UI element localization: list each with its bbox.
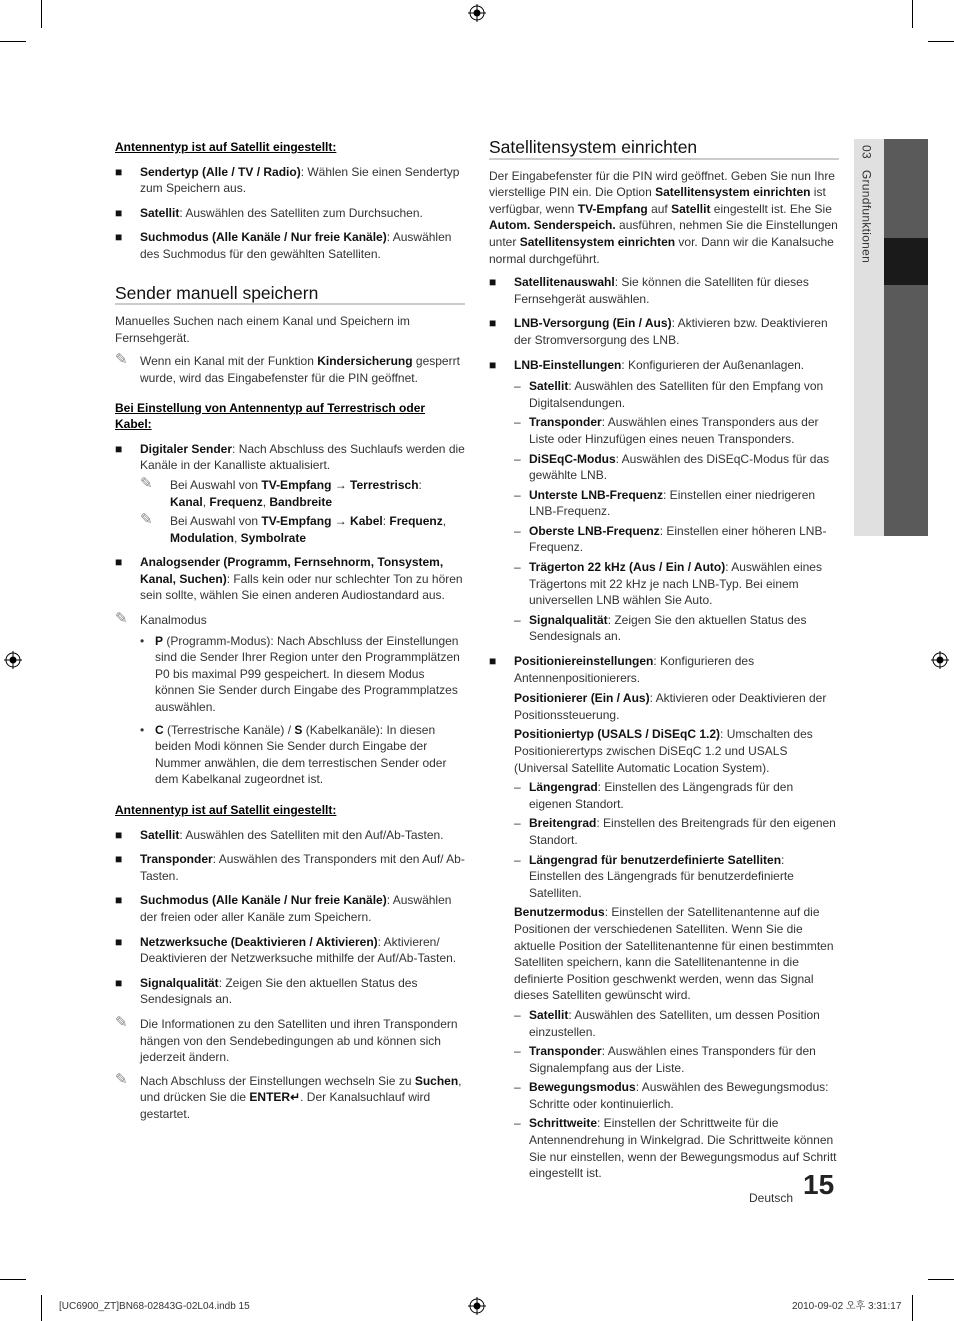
crop-mark [0,41,26,42]
sub-list-item: – Bewegungsmodus: Auswählen des Bewegungsmodus: Schritte oder kontinuierlich. [514,1080,829,1111]
dash-bullet-icon: – [514,780,521,795]
sub-list-item: – Schrittweite: Einstellen der Schrittweite für die Antennendrehung in Winkelgrad. Die Schrittweite können Sie nur einstellen, wenn der Bewegungsmodus auf Schritt eingestellt ist. [514,1116,837,1181]
note-pen-icon: ✎ [115,351,128,369]
list-item: ■ Suchmodus (Alle Kanäle / Nur freie Kanäle): Auswählen des Suchmodus für den gewählten Satelliten. [115,230,452,261]
section-intro: Manuelles Suchen nach einem Kanal und Speichern im Fernsehgerät. [115,314,410,345]
square-bullet-icon: ■ [489,316,497,331]
list-item: ■ Digitaler Sender: Nach Abschluss des Suchlaufs werden die Kanäle in der Kanalliste aktualisiert. [115,441,465,473]
dash-bullet-icon: – [514,523,521,538]
sub-list-item: – Trägerton 22 kHz (Aus / Ein / Auto): Auswählen eines Trägertons mit 22 kHz je nach LNB-Typ. Bei einem universellen LNB wählen Sie Auto. [514,560,822,608]
square-bullet-icon: ■ [115,893,123,908]
paragraph: Positionierer (Ein / Aus): Aktivieren oder Deaktivieren der Positionssteuerung. [514,691,827,722]
dash-bullet-icon: – [514,1007,521,1022]
section-title: Satellitensystem einrichten [489,139,839,160]
list-item: ■ Satellitenauswahl: Sie können die Satelliten für dieses Fernsehgerät auswählen. [489,275,809,306]
sub-list-item: – DiSEqC-Modus: Auswählen des DiSEqC-Modus für das gewählte LNB. [514,451,830,483]
sub-list-item: – Signalqualität: Zeigen Sie den aktuellen Status des Sendesignals an. [514,612,807,644]
crop-mark [41,0,42,28]
dash-bullet-icon: – [514,560,521,575]
satellite-subheading: Antennentyp ist auf Satellit eingestellt: [115,140,337,154]
note-pen-icon: ✎ [140,511,153,529]
dash-bullet-icon: – [514,1116,521,1131]
square-bullet-icon: ■ [489,654,497,669]
square-bullet-icon: ■ [115,852,123,867]
sub-list-item: – Satellit: Auswählen des Satelliten, um dessen Position einzustellen. [514,1007,820,1039]
list-item: ■ Netzwerksuche (Deaktivieren / Aktivieren): Aktivieren/ Deaktivieren der Netzwerksuche mithilfe der Auf/Ab-Tasten. [115,934,457,966]
right-column [489,139,839,1185]
dash-bullet-icon: – [514,379,521,394]
section-intro: Der Eingabefenster für die PIN wird geöffnet. Geben Sie nun Ihre vierstellige PIN ein. Die Option Satellitensystem einrichten ist verfügbar, wenn TV-Empfang auf Satellit eingestellt ist. Ehe Sie Autom. Senderspeich. ausführen, nehmen Sie die Einstellungen unter Satellitensystem einrichten vor. Dann wir die Kanalsuche normal durchgeführt. [489,168,838,266]
dash-bullet-icon: – [514,612,521,627]
sub-list-item: – Transponder: Auswählen eines Transponders für den Signalempfang aus der Liste. [514,1044,816,1075]
sub-list-item: – Oberste LNB-Frequenz: Einstellen einer höheren LNB-Frequenz. [514,523,827,555]
registration-mark-icon [468,4,486,22]
sub-list-item: – Längengrad für benutzerdefinierte Satelliten: Einstellen des Längengrads für benutzerdefinierte Satelliten. [514,852,794,900]
dash-bullet-icon: – [514,487,521,502]
dash-bullet-icon: – [514,451,521,466]
enter-key-icon: ↵ [290,1090,301,1105]
note-pen-icon: ✎ [115,610,128,628]
list-item: ■ LNB-Versorgung (Ein / Aus): Aktivieren bzw. Deaktivieren der Stromversorgung des LNB. [489,316,828,347]
page-number: 15 [803,1169,835,1200]
list-item: • C (Terrestrische Kanäle) / S (Kabelkanäle): In diesen beiden Modi können Sie Sender durch Eingabe der Nummer anwählen, die dem terrestischen Sender oder dem Kabelkanal zugeordnet ist. [140,722,447,787]
sub-list-item: – Längengrad: Einstellen des Längengrads für den eigenen Standort. [514,780,794,811]
list-item: ■ Signalqualität: Zeigen Sie den aktuellen Status des Sendesignals an. [115,975,418,1007]
print-info-left: [UC6900_ZT]BN68-02843G-02L04.indb 15 [59,1301,250,1312]
list-item: • P (Programm-Modus): Nach Abschluss der Einstellungen sind die Sender Ihrer Region unter den Programmplätzen P0 bis maximal P99 gespeichert. In diesem Modus können Sie Sender durch Eingabe des Programmplatzes auswählen. [140,633,460,715]
section-title: Sender manuell speichern [115,285,465,306]
sub-list-item: – Breitengrad: Einstellen des Breitengrads für den eigenen Standort. [514,816,836,847]
dash-bullet-icon: – [514,816,521,831]
crop-mark [0,1279,26,1280]
note-pen-icon: ✎ [115,1070,128,1088]
registration-mark-icon [931,651,949,669]
dash-bullet-icon: – [514,1080,521,1095]
square-bullet-icon: ■ [115,827,123,842]
note-pen-icon: ✎ [140,474,153,492]
list-item: ■ Transponder: Auswählen des Transponders mit den Auf/ Ab-Tasten. [115,852,465,883]
sub-note: ✎ Bei Auswahl von TV-Empfang → Terrestrisch: Kanal, Frequenz, Bandbreite [140,474,422,509]
chapter-label: 03 Grundfunktionen [859,145,874,264]
dot-bullet-icon: • [140,633,145,648]
crop-mark [41,1295,42,1321]
list-item: ■ Sendertyp (Alle / TV / Radio): Wählen Sie einen Sendertyp zum Speichern aus. [115,164,460,196]
sub-note: ✎ Bei Auswahl von TV-Empfang → Kabel: Frequenz, Modulation, Symbolrate [140,511,447,545]
registration-mark-icon [468,1297,486,1315]
sub-list-item: – Satellit: Auswählen des Satelliten für den Empfang von Digitalsendungen. [514,379,824,410]
sub-list-item: – Transponder: Auswählen eines Transponders aus der Liste oder Hinzufügen eines neuen Transponders. [514,415,819,446]
crop-mark [912,0,913,28]
dash-bullet-icon: – [514,1044,521,1059]
chapter-sidebar-strip [884,139,928,536]
footer-language: Deutsch [749,1191,794,1205]
registration-mark-icon [4,651,22,669]
square-bullet-icon: ■ [489,275,497,290]
satellite-subheading: Antennentyp ist auf Satellit eingestellt: [115,803,337,817]
square-bullet-icon: ■ [115,164,123,179]
note: ✎ Kanalmodus [115,610,207,628]
dash-bullet-icon: – [514,415,521,430]
square-bullet-icon: ■ [115,975,123,990]
list-item: ■ Positioniereinstellungen: Konfigurieren des Antennenpositionierers. [489,654,755,685]
note: ✎ Nach Abschluss der Einstellungen wechseln Sie zu Suchen, und drücken Sie die ENTER↵. Der Kanalsuchlauf wird gestartet. [115,1070,462,1121]
list-item: ■ LNB-Einstellungen: Konfigurieren der Außenanlagen. [489,357,805,372]
list-item: ■ Suchmodus (Alle Kanäle / Nur freie Kanäle): Auswählen der freien oder aller Kanäle zum Speichern. [115,893,452,924]
crop-mark [912,1295,913,1321]
square-bullet-icon: ■ [115,441,123,456]
crop-mark [928,1279,954,1280]
list-item: ■ Analogsender (Programm, Fernsehnorm, Tonsystem, Kanal, Suchen): Falls kein oder nur schlechter Ton zu hören sein sollte, wählen Sie einen anderen Audiostandard aus. [115,555,463,603]
square-bullet-icon: ■ [115,934,123,949]
square-bullet-icon: ■ [115,230,123,245]
dot-bullet-icon: • [140,722,145,737]
sub-list-item: – Unterste LNB-Frequenz: Einstellen einer niedrigeren LNB-Frequenz. [514,487,816,519]
square-bullet-icon: ■ [115,205,123,220]
square-bullet-icon: ■ [115,555,123,570]
print-info-right: 2010-09-02 오후 3:31:17 [792,1301,902,1312]
left-column [115,139,465,1130]
list-item: ■ Satellit: Auswählen des Satelliten mit den Auf/Ab-Tasten. [115,827,444,842]
list-item: ■ Satellit: Auswählen des Satelliten zum Durchsuchen. [115,205,423,220]
chapter-tab-marker [884,238,928,285]
paragraph: Benutzermodus: Einstellen der Satellitenantenne auf die Positionen der verschiedenen Satelliten. Wenn Sie die aktuelle Position der Satellitenantenne für einen bestimmten Satelliten speichern, kann die Satellitenantenne in die definierte Position geschwenkt werden, wenn das Signal dieses Satelliten gewünscht wird. [514,905,834,1003]
paragraph: Positioniertyp (USALS / DiSEqC 1.2): Umschalten des Positionierertyps zwischen DiSEqC 1.2 und USALS (Universal Satellite Automatic Location System). [514,727,813,775]
dash-bullet-icon: – [514,852,521,867]
square-bullet-icon: ■ [489,357,497,372]
note-pen-icon: ✎ [115,1013,128,1031]
crop-mark [928,41,954,42]
note: ✎ Die Informationen zu den Satelliten und ihren Transpondern hängen von den Sendebedingungen ab und können sich jederzeit ändern. [115,1013,458,1065]
note: ✎ Wenn ein Kanal mit der Funktion Kindersicherung gesperrt wurde, wird das Eingabefenster für die PIN geöffnet. [115,351,460,385]
terrestrial-subheading: Bei Einstellung von Antennentyp auf Terrestrisch oder Kabel: [115,400,426,432]
